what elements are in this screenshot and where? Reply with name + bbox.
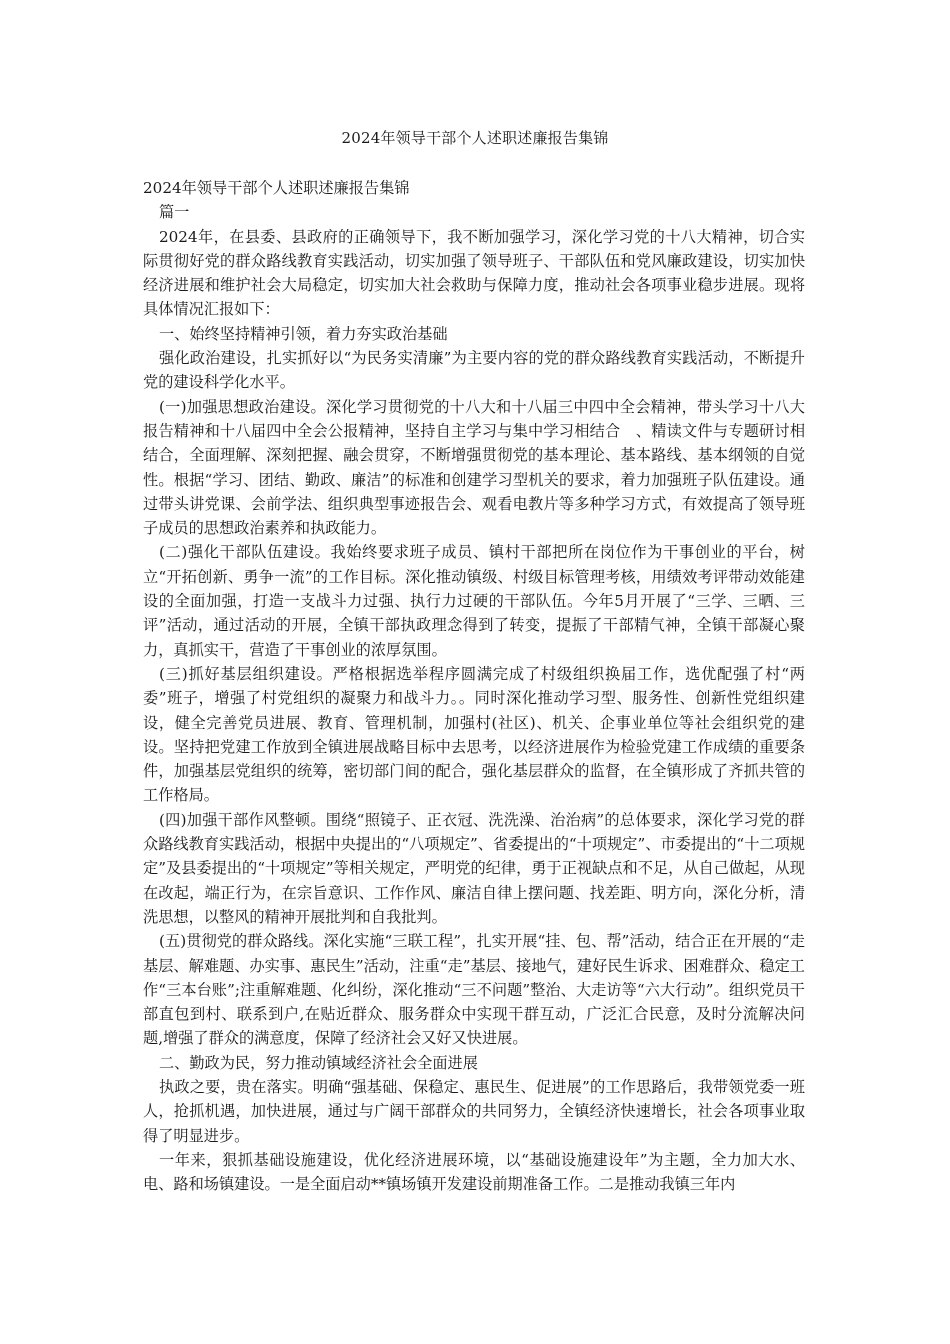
- paragraph: (三)抓好基层组织建设。严格根据选举程序圆满完成了村级组织换届工作，选优配强了村“两委”班子，增强了村党组织的凝聚力和战斗力。。同时深化推动学习型、服务性、创新性党组织建设，健全完善党员进展、教育、管理机制，加强村(社区)、机关、企事业单位等社会组织党的建设。坚持把党建工作放到全镇进展战略目标中去思考，以经济进展作为检验党建工作成绩的重要条件，加强基层党组织的统筹，密切部门间的配合，强化基层群众的监督，在全镇形成了齐抓共管的工作格局。: [143, 664, 805, 805]
- paragraph: (四)加强干部作风整顿。围绕“照镜子、正衣冠、洗洗澡、治治病”的总体要求，深化学习党的群众路线教育实践活动，根据中央提出的“八项规定”、省委提出的“十项规定”、市委提出的“十二项规定”及县委提出的“十项规定”等相关规定，严明党的纪律，勇于正视缺点和不足，从自己做起，从现在改起，端正行为，在宗旨意识、工作作风、廉洁自律上摆问题、找差距、明方向，深化分析，清洗思想，以整风的精神开展批判和自我批判。: [143, 810, 805, 926]
- section-heading: 一、始终坚持精神引领，着力夯实政治基础: [158, 324, 448, 343]
- document-title: 2024年领导干部个人述职述廉报告集锦: [341, 129, 609, 147]
- paragraph: 强化政治建设，扎实抓好以“为民务实清廉”为主要内容的党的群众路线教育实践活动，不断提升党的建设科学化水平。: [143, 349, 805, 392]
- paragraph: (五)贯彻党的群众路线。深化实施“三联工程”，扎实开展“挂、包、帮”活动，结合正在开展的“走基层、解难题、办实事、惠民生”活动，注重“走”基层、接地气，建好民生诉求、困难群众、稳定工作“三本台账”;注重解难题、化纠纷，深化推动“三不问题”整治、大走访等“六大行动”。组织党员干部直包到村、联系到户,在贴近群众、服务群众中实现干群互动，广泛汇合民意，及时分流解决问题,增强了群众的满意度，保障了经济社会又好又快进展。: [143, 932, 805, 1048]
- section-heading: 二、勤政为民，努力推动镇域经济社会全面进展: [158, 1053, 478, 1072]
- paragraph: (一)加强思想政治建设。深化学习贯彻党的十八大和十八届三中四中全会精神，带头学习十八大报告精神和十八届四中全会公报精神，坚持自主学习与集中学习相结合 、精读文件与专题研讨相结合，全面理解、深刻把握、融会贯穿，不断增强贯彻党的基本理论、基本路线、基本纲领的自觉性。根据“学习、团结、勤政、廉洁”的标准和创建学习型机关的要求，着力加强班子队伍建设。通过带头讲党课、会前学法、组织典型事迹报告会、观看电教片等多种学习方式，有效提高了领导班子成员的思想政治素养和执政能力。: [143, 397, 805, 538]
- paragraph: 一年来，狠抓基础设施建设，优化经济进展环境，以“基础设施建设年”为主题，全力加大水、电、路和场镇建设。一是全面启动**镇场镇开发建设前期准备工作。二是推动我镇三年内: [143, 1150, 805, 1194]
- paragraph: 执政之要，贵在落实。明确“强基础、保稳定、惠民生、促进展”的工作思路后，我带领党委一班人，抢抓机遇，加快进展，通过与广阔干部群众的共同努力，全镇经济快速增长，社会各项事业取得了明显进步。: [143, 1077, 805, 1145]
- body-heading: 2024年领导干部个人述职述廉报告集锦: [143, 179, 410, 197]
- paragraph: 2024年，在县委、县政府的正确领导下，我不断加强学习，深化学习党的十八大精神，切合实际贯彻好党的群众路线教育实践活动，切实加强了领导班子、干部队伍和党风廉政建设，切实加快经济进展和维护社会大局稳定，切实加大社会救助与保障力度，推动社会各项事业稳步进展。现将具体情况汇报如下：: [143, 227, 805, 319]
- paragraph: (二)强化干部队伍建设。我始终要求班子成员、镇村干部把所在岗位作为干事创业的平台，树立“开拓创新、勇争一流”的工作目标。深化推动镇级、村级目标管理考核，用绩效考评带动效能建设的全面加强，打造一支战斗力过强、执行力过硬的干部队伍。今年5月开展了“三学、三晒、三评”活动，通过活动的开展，全镇干部执政理念得到了转变，提振了干部精气神，全镇干部凝心聚力，真抓实干，营造了干事创业的浓厚氛围。: [143, 543, 805, 659]
- section-label: 篇一: [158, 203, 190, 222]
- document-body: [143, 176, 805, 1196]
